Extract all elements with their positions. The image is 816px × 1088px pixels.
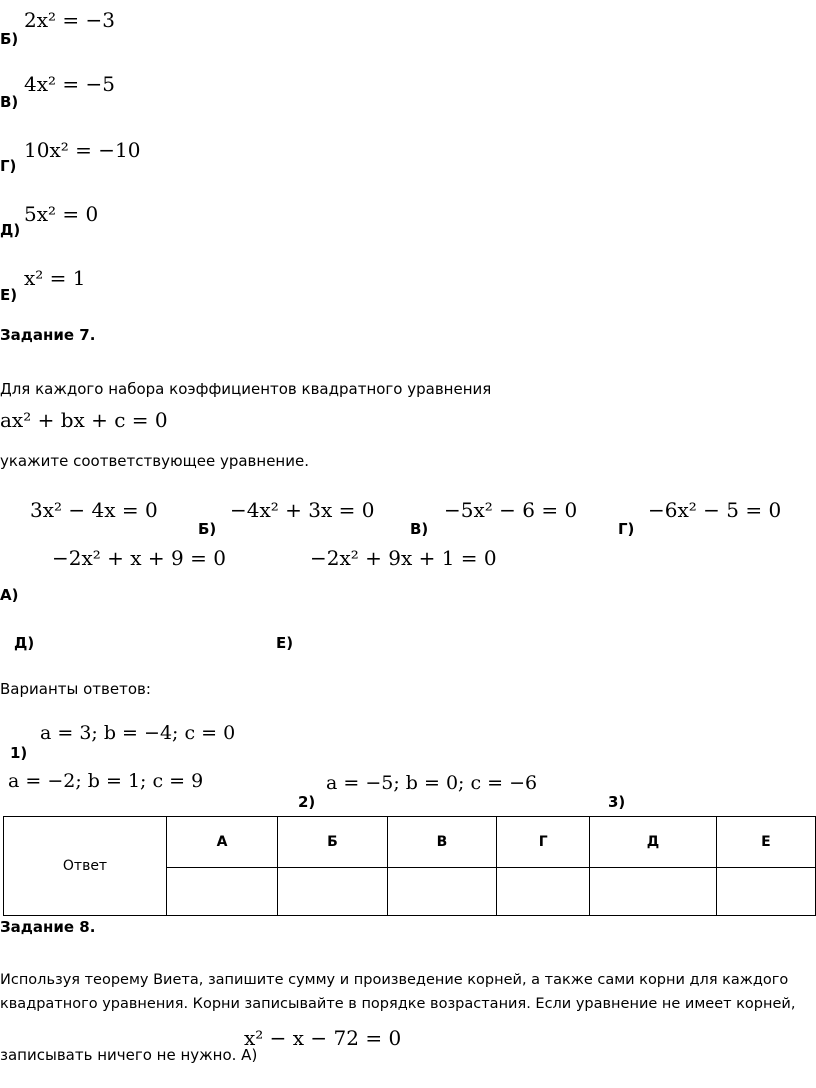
task8-text-line1: Используя теорему Виета, запишите сумму и произведение корней, а также сами корни для каждого [0, 972, 789, 988]
label-g: Г) [0, 157, 17, 175]
equation-6: −2x² + 9x + 1 = 0 [310, 546, 497, 570]
label-7d: Д) [14, 634, 35, 652]
label-7g: Г) [618, 520, 635, 538]
task8-title: Задание 8. [0, 918, 96, 936]
equation-3: −5x² − 6 = 0 [444, 498, 578, 522]
answer-col-a: А [167, 817, 278, 868]
variant-1-text: a = 3; b = −4; c = 0 [40, 722, 236, 744]
label-v: В) [0, 93, 19, 111]
equation-v: 4x² = −5 [24, 72, 115, 96]
variant-2-num: 2) [298, 793, 316, 811]
answer-col-g: Г [497, 817, 590, 868]
label-e: Е) [0, 286, 18, 304]
label-7a: А) [0, 586, 19, 604]
equation-2: −4x² + 3x = 0 [230, 498, 375, 522]
answer-cell-d[interactable] [590, 868, 716, 916]
equation-e: x² = 1 [24, 266, 86, 290]
task8-text-line3: записывать ничего не нужно. А) [0, 1046, 258, 1064]
equation-b: 2x² = −3 [24, 8, 115, 32]
answer-cell-a[interactable] [167, 868, 278, 916]
variant-3-num: 3) [608, 793, 626, 811]
answer-cell-v[interactable] [387, 868, 497, 916]
label-b: Б) [0, 30, 19, 48]
answer-col-e: Е [716, 817, 815, 868]
answer-cell-g[interactable] [497, 868, 590, 916]
variant-3-text: a = −5; b = 0; c = −6 [326, 772, 538, 794]
variant-2-text: a = −2; b = 1; c = 9 [8, 770, 204, 792]
variant-1-num: 1) [10, 744, 28, 762]
label-7e: Е) [276, 634, 294, 652]
answer-col-d: Д [590, 817, 716, 868]
general-equation: ax² + bx + c = 0 [0, 408, 168, 432]
answer-cell-e[interactable] [716, 868, 815, 916]
task7-title: Задание 7. [0, 326, 96, 344]
task8-text-line2: квадратного уравнения. Корни записывайте в порядке возрастания. Если уравнение не имеет корней, [0, 996, 796, 1012]
equation-5: −2x² + x + 9 = 0 [52, 546, 226, 570]
answer-col-v: В [387, 817, 497, 868]
equation-4: −6x² − 5 = 0 [648, 498, 782, 522]
task7-instruction: укажите соответствующее уравнение. [0, 452, 309, 470]
answer-row-label: Ответ [4, 817, 167, 916]
label-d: Д) [0, 221, 21, 239]
label-7v: В) [410, 520, 429, 538]
equation-1: 3x² − 4x = 0 [30, 498, 158, 522]
equation-g: 10x² = −10 [24, 138, 141, 162]
task8-equation-a: x² − x − 72 = 0 [244, 1026, 402, 1050]
equation-d: 5x² = 0 [24, 202, 99, 226]
task7-intro: Для каждого набора коэффициентов квадратного уравнения [0, 380, 492, 398]
answer-table [3, 816, 816, 916]
answer-col-b: Б [278, 817, 388, 868]
label-7b: Б) [198, 520, 217, 538]
variants-title: Варианты ответов: [0, 680, 151, 698]
answer-cell-b[interactable] [278, 868, 388, 916]
